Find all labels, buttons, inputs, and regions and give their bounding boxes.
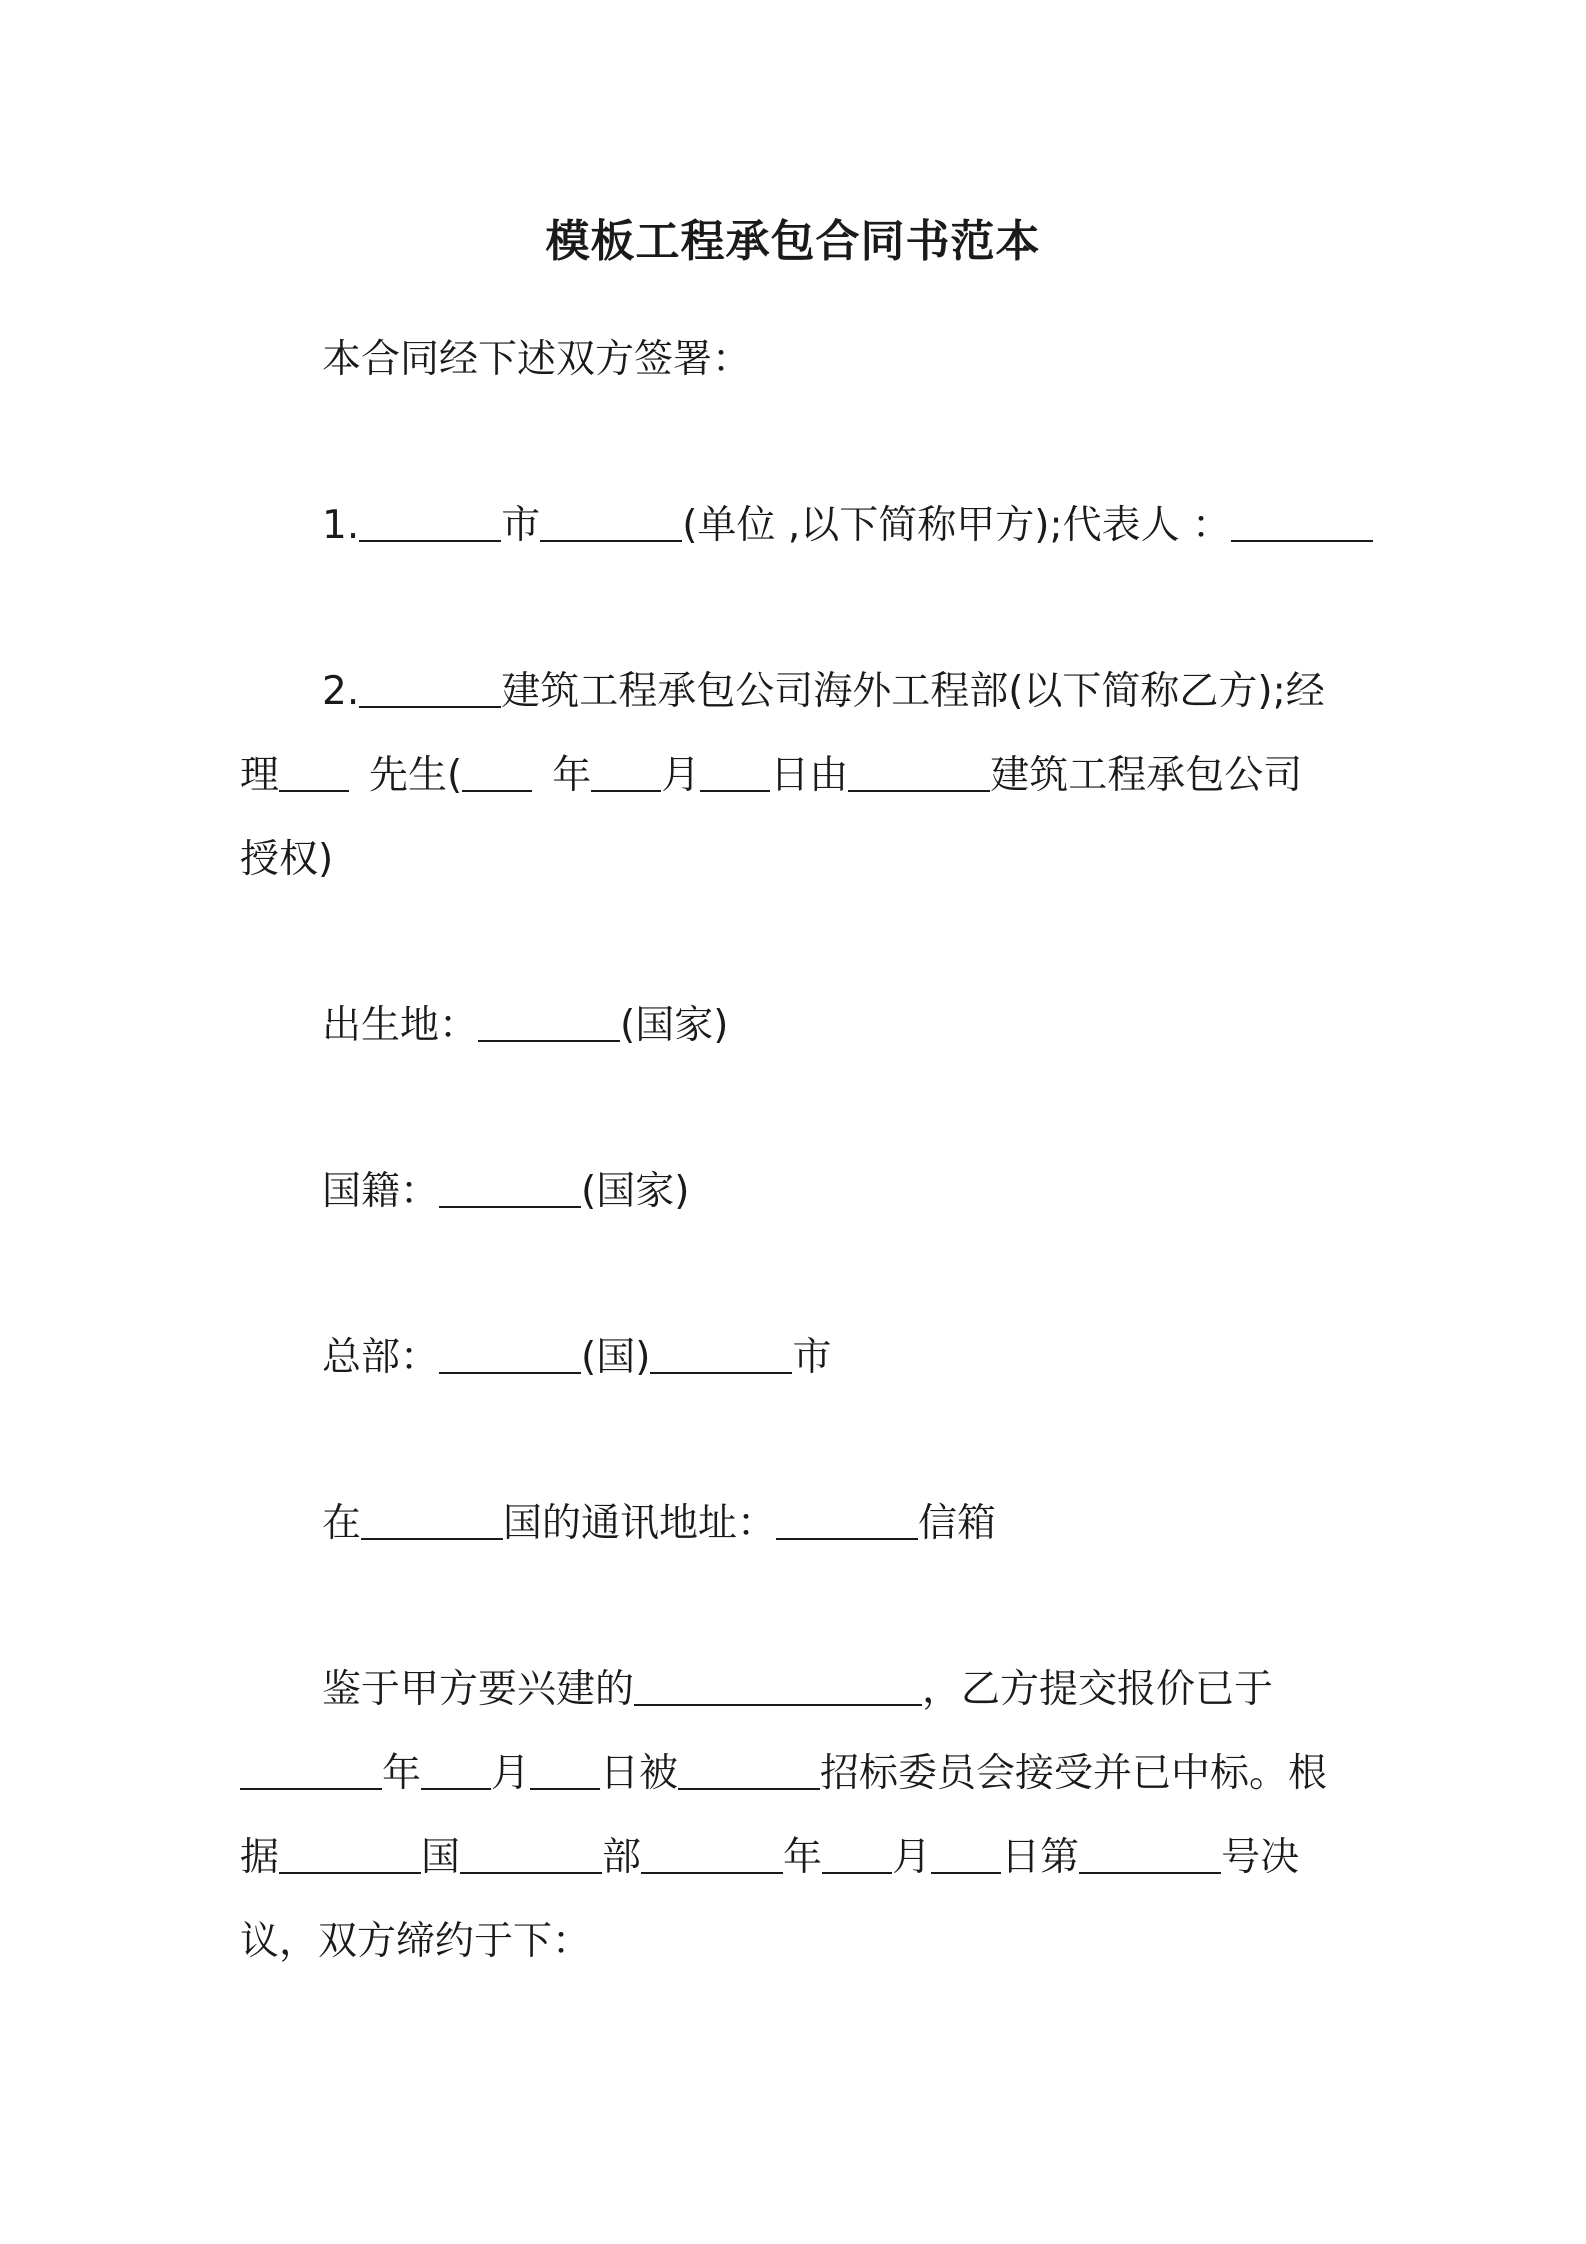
party-b-company2-blank	[848, 749, 990, 792]
recital-day2-blank	[931, 1831, 1001, 1874]
recital-resolution-blank	[1079, 1831, 1221, 1874]
party-b-year: 年	[552, 753, 592, 798]
headquarters-city-blank	[650, 1331, 792, 1374]
recital-committee: 招标委员会接受并已中标。根	[820, 1751, 1328, 1796]
headquarters-country-blank	[439, 1331, 581, 1374]
headquarters-label: 总部：	[322, 1335, 440, 1380]
recital-country-blank	[279, 1831, 421, 1874]
headquarters-city: 市	[792, 1335, 832, 1380]
birthplace-label: 出生地：	[322, 1003, 479, 1048]
recital-line-3	[240, 1816, 1355, 1900]
headquarters-paragraph	[240, 1316, 1437, 1400]
party-a-unit-label: (单位 ,以下简称甲方);代表人 ：	[682, 503, 1231, 548]
recital-day-no: 日第	[1001, 1835, 1080, 1880]
recital-line4: 议，双方缔约于下：	[240, 1919, 592, 1964]
intro-text: 本合同经下述双方签署：	[322, 337, 752, 382]
recital-ministry-blank	[460, 1831, 602, 1874]
party-b-day-by: 日由	[770, 753, 849, 798]
recital-resolution: 号决	[1221, 1835, 1300, 1880]
address-prefix: 在	[322, 1501, 362, 1546]
recital-line-2	[240, 1732, 1355, 1816]
recital-line-4	[240, 1900, 1355, 1984]
party-b-day-blank	[700, 749, 770, 792]
party-b-mister: 先生(	[369, 753, 463, 798]
recital-month2-blank	[822, 1831, 892, 1874]
party-a-representative-blank	[1231, 499, 1373, 542]
document-title: 模板工程承包合同书范本	[545, 216, 1041, 267]
party-a-city-blank	[359, 499, 501, 542]
party-b-company-blank	[359, 665, 501, 708]
party-a-number: 1.	[322, 503, 360, 548]
party-b-number: 2.	[322, 669, 360, 714]
recital-month-blank	[421, 1747, 491, 1790]
recital-year2: 年	[783, 1835, 823, 1880]
party-b-line-2	[240, 734, 1355, 818]
recital-line1-b: ，乙方提交报价已于	[922, 1667, 1274, 1712]
recital-guo: 国	[421, 1835, 461, 1880]
nationality-paragraph	[240, 1150, 1437, 1234]
party-b-line-3	[240, 818, 1355, 902]
recital-project-blank	[634, 1663, 922, 1706]
nationality-blank	[439, 1165, 581, 1208]
nationality-suffix: (国家)	[581, 1169, 690, 1214]
address-paragraph	[240, 1482, 1437, 1566]
headquarters-country: (国)	[581, 1335, 651, 1380]
recital-year-blank	[240, 1747, 382, 1790]
address-suffix: 信箱	[918, 1501, 997, 1546]
party-b-line-1	[240, 650, 1437, 734]
birthplace-blank	[478, 999, 620, 1042]
recital-day-by: 日被	[600, 1751, 679, 1796]
address-country-blank	[361, 1497, 503, 1540]
party-b-company-text: 建筑工程承包公司海外工程部(以下简称乙方);经	[501, 669, 1325, 714]
party-b-company2: 建筑工程承包公司	[990, 753, 1303, 798]
party-a-city-label: 市	[501, 503, 541, 548]
recital-line-1	[240, 1648, 1437, 1732]
party-b-authorized: 授权)	[240, 837, 334, 882]
party-a-unit-blank	[540, 499, 682, 542]
address-middle: 国的通讯地址：	[503, 1501, 777, 1546]
recital-committee-blank	[678, 1747, 820, 1790]
party-b-year-blank	[462, 749, 532, 792]
address-pobox-blank	[776, 1497, 918, 1540]
birthplace-suffix: (国家)	[620, 1003, 729, 1048]
nationality-label: 国籍：	[322, 1169, 440, 1214]
recital-day-blank	[530, 1747, 600, 1790]
recital-year2-blank	[641, 1831, 783, 1874]
party-b-manager-prefix: 理	[240, 753, 280, 798]
party-b-month: 月	[661, 753, 701, 798]
intro-paragraph	[240, 318, 1437, 402]
recital-line1-a: 鉴于甲方要兴建的	[322, 1667, 635, 1712]
recital-year: 年	[382, 1751, 422, 1796]
birthplace-paragraph	[240, 984, 1437, 1068]
party-b-month-blank	[591, 749, 661, 792]
recital-month2: 月	[892, 1835, 932, 1880]
recital-bu: 部	[602, 1835, 642, 1880]
recital-month: 月	[491, 1751, 531, 1796]
recital-ju: 据	[240, 1835, 280, 1880]
party-b-manager-blank	[279, 749, 349, 792]
party-a-paragraph	[240, 484, 1437, 568]
